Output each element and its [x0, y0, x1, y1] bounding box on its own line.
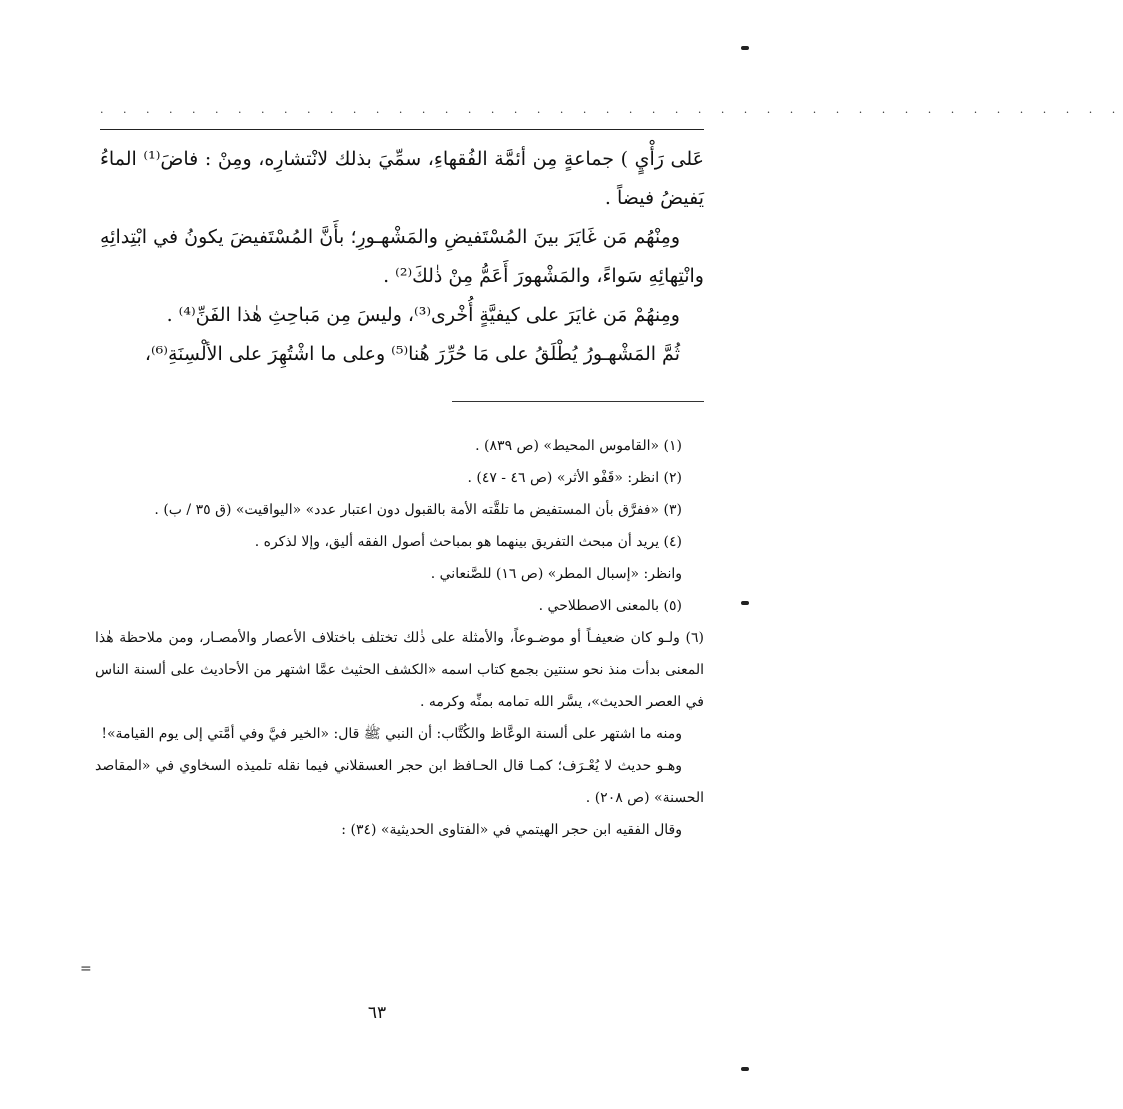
footnote-4: (٤) يريد أن مبحث التفريق بينهما هو بمباحث أصول الفقه أليق، وإلا لذكره .	[254, 534, 682, 550]
footnotes	[95, 430, 704, 846]
footnote-6-paragraph-3: وقال الفقيه ابن حجر الهيتمي في «الفتاوى الحديثية» (٣٤) :	[341, 822, 682, 838]
footnote-6-paragraph-1: ومنه ما اشتهر على ألسنة الوعَّاظ والكُتَّاب: أن النبي ﷺ قال: «الخير فيَّ وفي أمَّتي إلى يوم القيامة»!	[101, 726, 682, 742]
body-paragraph-2: ومِنْهُم مَن غَايَرَ بينَ المُسْتَفيضِ والمَشْهـورِ؛ بأَنَّ المُسْتَفيضَ يكونُ في ابْتِدائِهِ وانْتِهائِهِ سَواءً، والمَشْهورَ أَعَمُّ مِنْ ذٰلكَ⁽²⁾ .	[100, 226, 704, 287]
body-paragraph-3: ومِنهُمْ مَن غايَرَ على كيفيَّةٍ أُخْرى⁽³⁾، وليسَ مِن مَباحِثِ هٰذا الفَنِّ⁽⁴⁾ .	[166, 304, 680, 326]
footnote-3: (٣) «ففرَّق بأن المستفيض ما تلقَّته الأمة بالقبول دون اعتبار عدد» «اليواقيت» (ق ٣٥ / ب) .	[154, 502, 682, 518]
page-number: ٦٣	[367, 1003, 387, 1023]
header-rule	[100, 129, 704, 130]
footnote-separator	[452, 401, 704, 402]
main-text	[100, 140, 704, 374]
footnote-1: (١) «القاموس المحيط» (ص ٨٣٩) .	[475, 438, 682, 454]
footnote-2: (٢) انظر: «قَفْو الأثر» (ص ٤٦ - ٤٧) .	[467, 470, 682, 486]
footnote-6: (٦) ولـو كان ضعيفـاً أو موضـوعاً، والأمثلة على ذٰلك تختلف باختلاف الأعصار والأمصـار، ومن ملاحظة هٰذا المعنى بدأت منذ نحو سنتين بجمع كتاب اسمه «الكشف الحثيث عمَّا اشتهر من الأحاديث على ألسنة الناس في العصر الحديث»، يسَّر الله تمامه بمنِّه وكرمه .	[95, 630, 704, 710]
footnote-5: (٥) بالمعنى الاصطلاحي .	[538, 598, 682, 614]
margin-mark: =	[80, 961, 92, 977]
edge-mark-top	[741, 46, 749, 50]
body-paragraph-1: عَلى رَأْيٍ ) جماعةٍ مِن أئمَّة الفُقهاءِ، سمِّيَ بذلك لانْتشارِه، ومِنْ : فاضَ⁽¹⁾ الماءُ يَفيضُ فيضاً .	[100, 148, 704, 209]
edge-mark-bottom	[741, 1067, 749, 1071]
footnote-4-continuation: وانظر: «إسبال المطر» (ص ١٦) للصَّنعاني .	[430, 566, 682, 582]
edge-mark-middle	[741, 601, 749, 605]
header-dotted-line: . . . . . . . . . . . . . . . . . . . . . . . . . . . . . . . . . . . . . . . . . . . . .	[100, 103, 1123, 116]
body-paragraph-4: ثُمَّ المَشْهـورُ يُطْلَقُ على مَا حُرِّرَ هُنا⁽⁵⁾ وعلى ما اشْتُهِرَ على الألْسِنَةِ⁽⁶⁾،	[144, 343, 680, 365]
footnote-6-paragraph-2: وهـو حديث لا يُعْـرَف؛ كمـا قال الحـافظ ابن حجر العسقلاني فيما نقله تلميذه السخاوي في «المقاصد الحسنة» (ص ٢٠٨) .	[95, 758, 704, 806]
